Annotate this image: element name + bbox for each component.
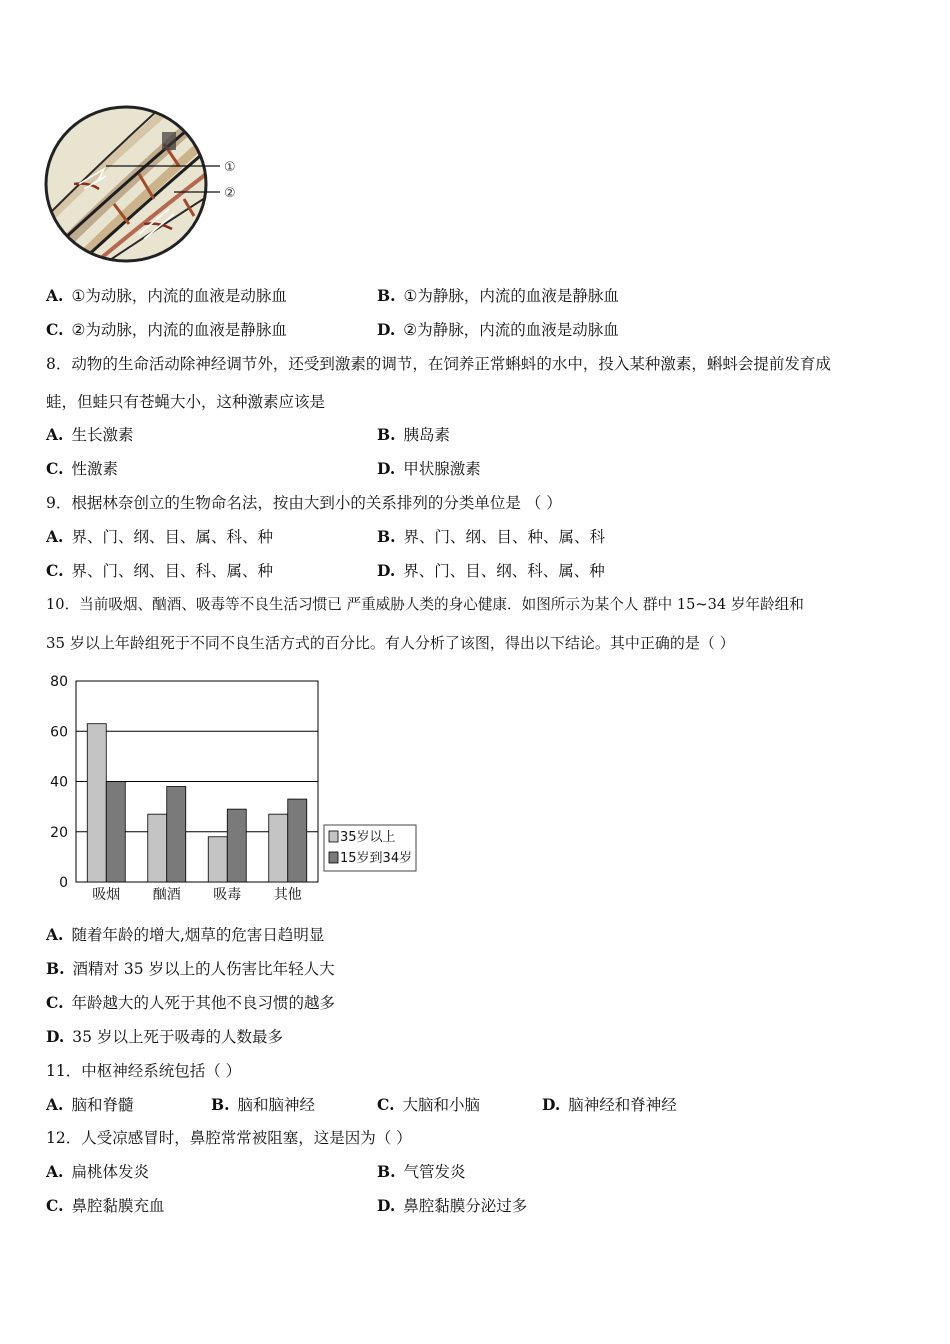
q8-option-c[interactable]: C. 性激素 xyxy=(46,459,118,478)
legend-label-35-plus: 35岁以上 xyxy=(340,830,396,845)
y-tick-label-80: 80 xyxy=(50,674,68,690)
bar-酗酒-35岁以上 xyxy=(148,814,167,882)
q9-option-b[interactable]: B. 界、门、纲、目、种、属、科 xyxy=(377,527,606,546)
q11-stem: 11．中枢神经系统包括（ ） xyxy=(46,1062,242,1080)
q7-option-d[interactable]: D. ②为静脉，内流的血液是动脉血 xyxy=(377,320,619,339)
bar-chart xyxy=(44,672,424,904)
q12-option-d[interactable]: D. 鼻腔黏膜分泌过多 xyxy=(377,1196,528,1215)
legend-swatch-15-34 xyxy=(329,852,338,863)
q12-option-b[interactable]: B. 气管发炎 xyxy=(377,1162,466,1181)
q10-option-a[interactable]: A. 随着年龄的增大,烟草的危害日趋明显 xyxy=(46,925,325,944)
bar-吸毒-35岁以上 xyxy=(208,837,227,882)
q7-option-b[interactable]: B. ①为静脉，内流的血液是静脉血 xyxy=(377,286,619,305)
q10-stem-line-1: 10．当前吸烟、酗酒、吸毒等不良生活习惯已 严重威胁人类的身心健康．如图所示为某个人 群中 15~34 岁年龄组和 xyxy=(46,596,804,613)
q8-option-a[interactable]: A. 生长激素 xyxy=(46,425,134,444)
q8-stem-line-2: 蛙，但蛙只有苍蝇大小，这种激素应该是 xyxy=(46,393,326,411)
q11-option-d[interactable]: D. 脑神经和脊神经 xyxy=(542,1095,677,1114)
q9-stem: 9．根据林奈创立的生物命名法，按由大到小的关系排列的分类单位是 （ ） xyxy=(46,494,562,512)
q9-option-c[interactable]: C. 界、门、纲、目、科、属、种 xyxy=(46,561,273,580)
bar-吸毒-15岁到34岁 xyxy=(227,809,246,882)
figure-label-2: ② xyxy=(224,186,236,201)
y-tick-label-0: 0 xyxy=(59,875,68,891)
q10-option-b[interactable]: B. 酒精对 35 岁以上的人伤害比年轻人大 xyxy=(46,959,335,978)
x-tick-label-酗酒: 酗酒 xyxy=(152,887,181,903)
q12-option-a[interactable]: A. 扁桃体发炎 xyxy=(46,1162,149,1181)
q8-option-d[interactable]: D. 甲状腺激素 xyxy=(377,459,481,478)
q11-option-a[interactable]: A. 脑和脊髓 xyxy=(46,1095,134,1114)
q7-option-c[interactable]: C. ②为动脉，内流的血液是静脉血 xyxy=(46,320,287,339)
q8-option-b[interactable]: B. 胰岛素 xyxy=(377,425,451,444)
q10-option-c[interactable]: C. 年龄越大的人死于其他不良习惯的越多 xyxy=(46,993,335,1012)
microscope-vessel-figure xyxy=(44,104,254,264)
x-tick-label-其他: 其他 xyxy=(273,887,302,903)
y-tick-label-60: 60 xyxy=(50,724,68,741)
bar-酗酒-15岁到34岁 xyxy=(167,787,186,882)
bar-吸烟-15岁到34岁 xyxy=(106,782,125,883)
y-tick-label-20: 20 xyxy=(50,824,68,841)
legend xyxy=(324,825,416,871)
q11-option-c[interactable]: C. 大脑和小脑 xyxy=(377,1095,480,1114)
q9-option-d[interactable]: D. 界、门、目、纲、科、属、种 xyxy=(377,561,605,580)
legend-swatch-35-plus xyxy=(329,831,338,842)
q12-option-c[interactable]: C. 鼻腔黏膜充血 xyxy=(46,1196,165,1215)
bar-其他-35岁以上 xyxy=(269,814,288,882)
q7-option-a[interactable]: A. ①为动脉，内流的血液是动脉血 xyxy=(46,286,287,305)
x-tick-label-吸烟: 吸烟 xyxy=(92,887,121,903)
q9-option-a[interactable]: A. 界、门、纲、目、属、科、种 xyxy=(46,527,273,546)
q12-stem: 12．人受凉感冒时，鼻腔常常被阻塞，这是因为（ ） xyxy=(46,1129,412,1147)
q10-option-d[interactable]: D. 35 岁以上死于吸毒的人数最多 xyxy=(46,1027,283,1046)
bar-吸烟-35岁以上 xyxy=(87,724,106,882)
q11-option-b[interactable]: B. 脑和脑神经 xyxy=(211,1095,316,1114)
q8-stem-line-1: 8．动物的生命活动除神经调节外，还受到激素的调节，在饲养正常蝌蚪的水中，投入某种激素，蝌蚪会提前发育成 xyxy=(46,355,831,373)
q10-stem-line-2: 35 岁以上年龄组死于不同不良生活方式的百分比。有人分析了该图，得出以下结论。其中正确的是（ ） xyxy=(46,634,735,652)
bar-其他-15岁到34岁 xyxy=(288,799,307,882)
figure-label-1: ① xyxy=(224,160,236,175)
y-tick-label-40: 40 xyxy=(50,774,68,791)
legend-label-15-34: 15岁到34岁 xyxy=(340,851,413,866)
x-tick-label-吸毒: 吸毒 xyxy=(213,887,242,903)
